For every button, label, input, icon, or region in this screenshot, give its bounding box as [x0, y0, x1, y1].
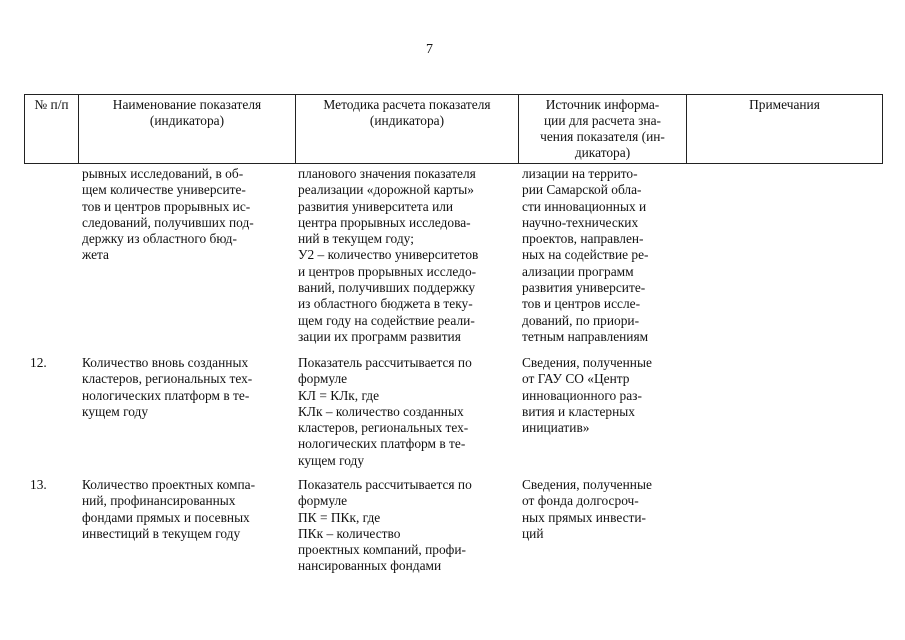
text-line: нологических платформ в те-: [298, 436, 466, 452]
text-line: научно-технических: [522, 214, 639, 230]
header-line: ции для расчета зна-: [543, 113, 661, 128]
text-line: от фонда долгосроч-: [522, 493, 639, 509]
text-line: от ГАУ СО «Центр: [522, 371, 630, 387]
header-source: [519, 95, 687, 164]
text-line: ваний, получивших поддержку: [298, 280, 476, 296]
text-line: проектов, направлен-: [522, 231, 644, 247]
text-line: сти инновационных и: [522, 198, 647, 214]
text-line: развития университе-: [522, 280, 646, 296]
page-number: 7: [426, 42, 433, 57]
text-line: тетным направлениям: [522, 328, 649, 344]
text-line: ных прямых инвести-: [522, 509, 647, 525]
text-line: центра прорывных исследова-: [298, 214, 471, 230]
text-line: инвестиций в текущем году: [82, 525, 241, 541]
text-line: ПК = ПКк, где: [298, 509, 381, 525]
text-line: проектных компаний, профи-: [298, 542, 466, 558]
text-line: фондами прямых и посевных: [82, 509, 250, 525]
text-line: формуле: [298, 371, 348, 387]
continuation-method: [298, 166, 478, 345]
text-line: ций: [522, 525, 544, 541]
text-line: развития университета или: [298, 198, 454, 214]
text-line: формуле: [298, 493, 348, 509]
text-line: лизации на террито-: [522, 166, 638, 181]
header-notes: Примечания: [687, 95, 883, 164]
row-source: [522, 477, 652, 542]
text-line: инициатив»: [522, 420, 590, 436]
text-line: рии Самарской обла-: [522, 182, 642, 198]
header-line: (индикатора): [149, 113, 225, 128]
text-line: Количество вновь созданных: [82, 355, 249, 370]
text-line: щем году на содействие реали-: [298, 312, 475, 328]
text-line: зации их программ развития: [298, 328, 461, 344]
text-line: рывных исследований, в об-: [82, 166, 244, 181]
text-line: дований, по приори-: [522, 312, 640, 328]
text-line: ных на содействие ре-: [522, 247, 649, 263]
text-line: Количество проектных компа-: [82, 477, 256, 492]
text-line: жета: [82, 247, 109, 263]
text-line: кущем году: [82, 403, 149, 419]
text-line: У2 – количество университетов: [298, 247, 479, 263]
header-number: № п/п: [25, 95, 79, 164]
row-number: 12.: [30, 355, 47, 370]
header-line: Методика расчета показателя: [323, 97, 491, 112]
header-line: дикатора): [574, 145, 631, 160]
text-line: нансированных фондами: [298, 558, 442, 574]
text-line: кущем году: [298, 452, 365, 468]
row-number: 13.: [30, 477, 47, 492]
text-line: кластеров, региональных тех-: [298, 420, 469, 436]
text-line: ализации программ: [522, 263, 634, 279]
text-line: ний, профинансированных: [82, 493, 236, 509]
row-name: [82, 477, 255, 542]
text-line: нологических платформ в те-: [82, 387, 250, 403]
text-line: ПКк – количество: [298, 525, 401, 541]
continuation-source: [522, 166, 649, 345]
text-line: Сведения, полученные: [522, 355, 652, 370]
header-line: Наименование показателя: [112, 97, 262, 112]
text-line: реализации «дорожной карты»: [298, 182, 474, 198]
row-method: [298, 477, 472, 575]
text-line: КЛ = КЛк, где: [298, 387, 380, 403]
text-line: Сведения, полученные: [522, 477, 652, 492]
continuation-name: [82, 166, 254, 264]
text-line: Показатель рассчитывается по: [298, 355, 472, 370]
text-line: кластеров, региональных тех-: [82, 371, 253, 387]
text-line: инновационного раз-: [522, 387, 642, 403]
text-line: из областного бюджета в теку-: [298, 296, 473, 312]
row-name: [82, 355, 252, 420]
header-line: Источник информа-: [545, 97, 660, 112]
text-line: и центров прорывных исследо-: [298, 263, 477, 279]
text-line: держку из областного бюд-: [82, 231, 237, 247]
text-line: следований, получивших под-: [82, 214, 254, 230]
text-line: КЛк – количество созданных: [298, 403, 464, 419]
text-line: тов и центров прорывных ис-: [82, 198, 251, 214]
row-source: [522, 355, 652, 436]
row-method: [298, 355, 472, 469]
text-line: вития и кластерных: [522, 403, 635, 419]
header-line: (индикатора): [369, 113, 445, 128]
header-name: [79, 95, 296, 164]
header-line: чения показателя (ин-: [540, 129, 665, 144]
text-line: планового значения показателя: [298, 166, 476, 181]
header-method: [296, 95, 519, 164]
text-line: тов и центров иссле-: [522, 296, 641, 312]
text-line: ний в текущем году;: [298, 231, 414, 247]
text-line: Показатель рассчитывается по: [298, 477, 472, 492]
table-header: [24, 94, 883, 164]
text-line: щем количестве университе-: [82, 182, 246, 198]
